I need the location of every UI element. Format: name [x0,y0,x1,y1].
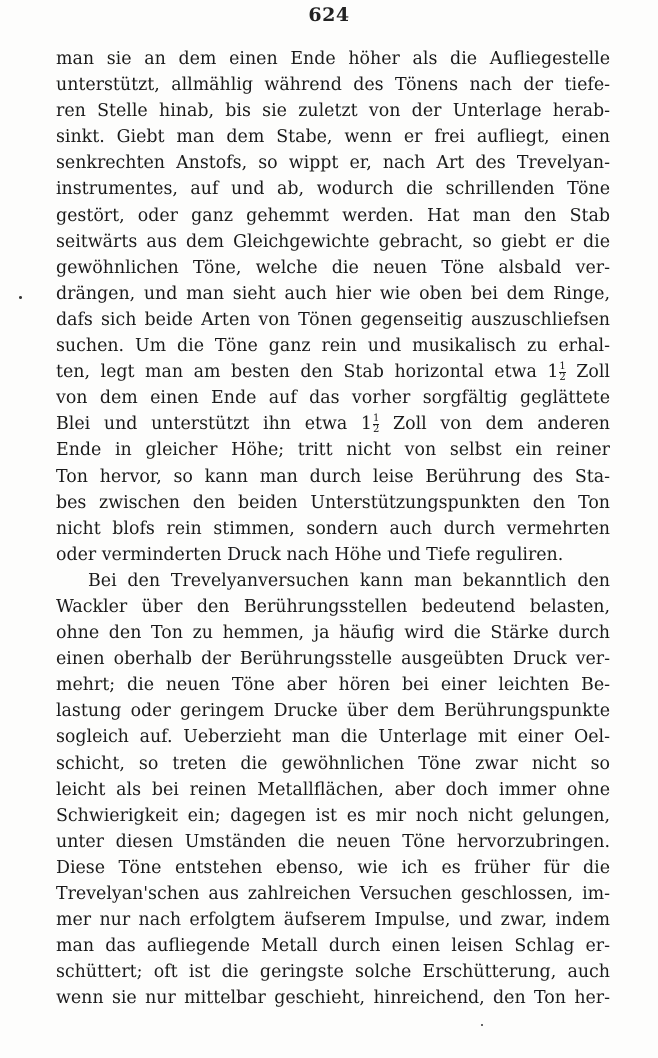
text-line: man sie an dem einen Ende höher als die Aufliegestelle [56,49,610,69]
text-segment: Blei und unterstützt ihn etwa 1 [56,414,372,435]
text-line: mer nur nach erfolgtem äufserem Impulse, und zwar, indem [56,910,610,931]
text-segment: Zoll [565,362,610,383]
text-line: instrumentes, auf und ab, wodurch die schrillenden Töne [56,179,610,200]
text-segment: ten, legt man am besten den Stab horizontal etwa 1 [56,362,559,383]
text-line: schüttert; oft ist die geringste solche Erschütterung, auch [56,962,610,983]
text-line: Bei den Trevelyanversuchen kann man bekanntlich den [88,570,610,591]
text-line-with-fraction [56,411,610,437]
text-line: oder verminderten Druck nach Höhe und Tiefe reguliren. [56,544,564,565]
text-segment: Zoll von dem anderen [379,414,610,435]
page-number: 624 [308,4,350,26]
text-line: Ton hervor, so kann man durch leise Berührung des Sta- [56,466,610,487]
text-line: Ende in gleicher Höhe; tritt nicht von selbst ein reiner [56,440,610,461]
fraction-denominator: 2 [559,372,566,384]
text-line: Wackler über den Berührungsstellen bedeutend belasten, [56,596,610,617]
fraction-denominator: 2 [372,424,380,436]
text-line: gewöhnlichen Töne, welche die neuen Töne alsbald ver- [56,257,610,278]
text-line: suchen. Um die Töne ganz rein und musikalisch zu erhal- [56,336,610,357]
text-line: sinkt. Giebt man dem Stabe, wenn er frei aufliegt, einen [56,127,610,148]
text-line: nicht blofs rein stimmen, sondern auch durch vermehrten [56,518,610,539]
text-line: lastung oder geringem Drucke über dem Berührungspunkte [56,701,610,722]
text-line: bes zwischen den beiden Unterstützungspunkten den Ton [56,492,610,513]
fraction-numerator: 1 [559,361,566,373]
text-line: ren Stelle hinab, bis sie zuletzt von der Unterlage herab- [56,101,610,122]
text-line: dafs sich beide Arten von Tönen gegenseitig auszuschliefsen [56,309,610,330]
text-line: einen oberhalb der Berührungsstelle ausgeübten Druck ver- [56,649,610,670]
text-line: seitwärts aus dem Gleichgewichte gebracht, so giebt er die [56,231,610,252]
text-line: unterstützt, allmählig während des Tönens nach der tiefe- [56,75,610,96]
text-line: gestört, oder ganz gehemmt werden. Hat man den Stab [56,205,610,226]
text-line-with-fraction [56,359,610,385]
text-line: sogleich auf. Ueberzieht man die Unterlage mit einer Oel- [56,727,610,748]
text-line: senkrechten Anstofs, so wippt er, nach Art des Trevelyan- [56,153,610,174]
text-line: Schwierigkeit ein; dagegen ist es mir noch nicht gelungen, [56,805,610,826]
text-line: man das aufliegende Metall durch einen leisen Schlag er- [56,936,610,957]
print-speck [19,296,22,299]
text-line: Diese Töne entstehen ebenso, wie ich es früher für die [56,857,610,878]
text-line: unter diesen Umständen die neuen Töne hervorzubringen. [56,831,610,852]
text-line: von dem einen Ende auf das vorher sorgfältig geglättete [56,388,610,409]
text-line: leicht als bei reinen Metallflächen, aber doch immer ohne [56,779,610,800]
body-text [56,46,610,1011]
fraction-numerator: 1 [372,413,380,425]
text-line: wenn sie nur mittelbar geschieht, hinreichend, den Ton her- [56,988,610,1009]
text-line: drängen, und man sieht auch hier wie oben bei dem Ringe, [56,283,610,304]
print-speck [481,1024,483,1026]
text-line: ohne den Ton zu hemmen, ja häufig wird die Stärke durch [56,623,610,644]
text-line: schicht, so treten die gewöhnlichen Töne zwar nicht so [56,753,610,774]
text-line: mehrt; die neuen Töne aber hören bei einer leichten Be- [56,675,610,696]
text-line: Trevelyan'schen aus zahlreichen Versuchen geschlossen, im- [56,884,610,904]
